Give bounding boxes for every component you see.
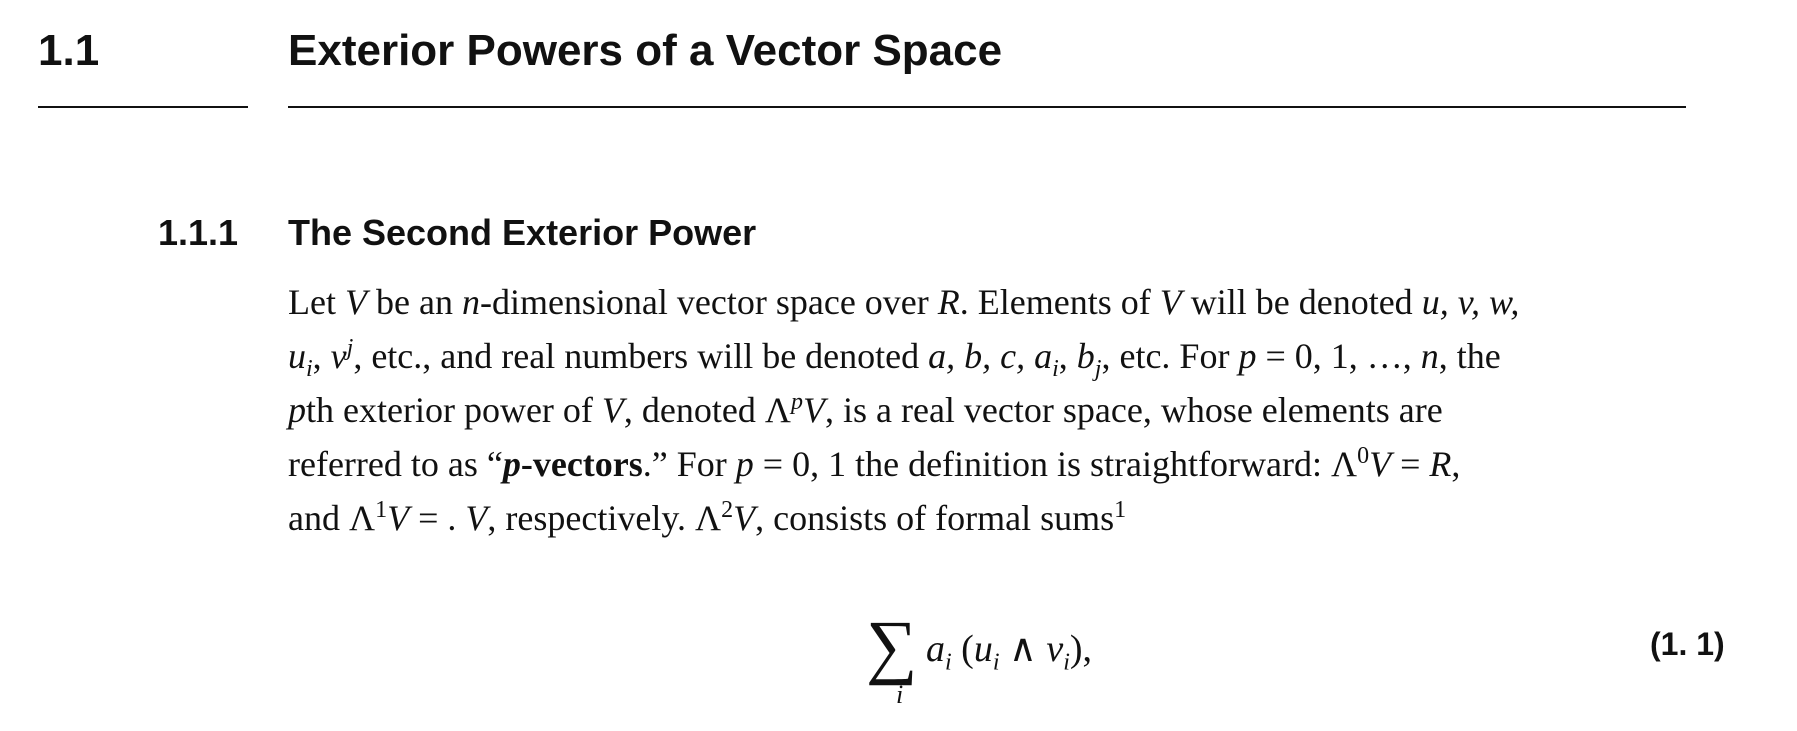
section-title: Exterior Powers of a Vector Space	[288, 26, 1003, 75]
summation-index: i	[896, 680, 904, 709]
section-rule-left	[38, 106, 248, 108]
equation-number: (1. 1)	[1650, 626, 1725, 662]
paragraph-line-1: Let V be an n-dimensional vector space over R. Elements of V will be denoted u, v, w,	[288, 282, 1520, 322]
paragraph-line-4: referred to as “p-vectors.” For p = 0, 1 the definition is straightforward: $\Lambda^0V = R$,	[288, 443, 1461, 484]
paragraph-line-3: pth exterior power of V, denoted $\Lambda^pV$, is a real vector space, whose elements are	[288, 389, 1443, 430]
subsection-title: The Second Exterior Power	[288, 212, 757, 253]
section-number: 1.1	[38, 26, 100, 75]
paragraph-line-2: $u_i$, $v^j$, etc., and real numbers will be denoted a, b, c, $a_i$, $b_j$, etc. For p = 0, 1, …, n, the	[288, 335, 1501, 383]
paragraph-line-5: and $\Lambda^1V$ = . V, respectively. $\Lambda^2V$, consists of formal sums$^1$	[288, 497, 1127, 538]
section-rule-right	[288, 106, 1686, 108]
subsection-number: 1.1.1	[158, 212, 239, 253]
footnote-marker: 1	[1114, 497, 1127, 523]
summation-symbol: ∑	[866, 606, 918, 686]
equation-body: $a_i$ ($u_i$ ∧ $v_i$),	[926, 628, 1093, 676]
